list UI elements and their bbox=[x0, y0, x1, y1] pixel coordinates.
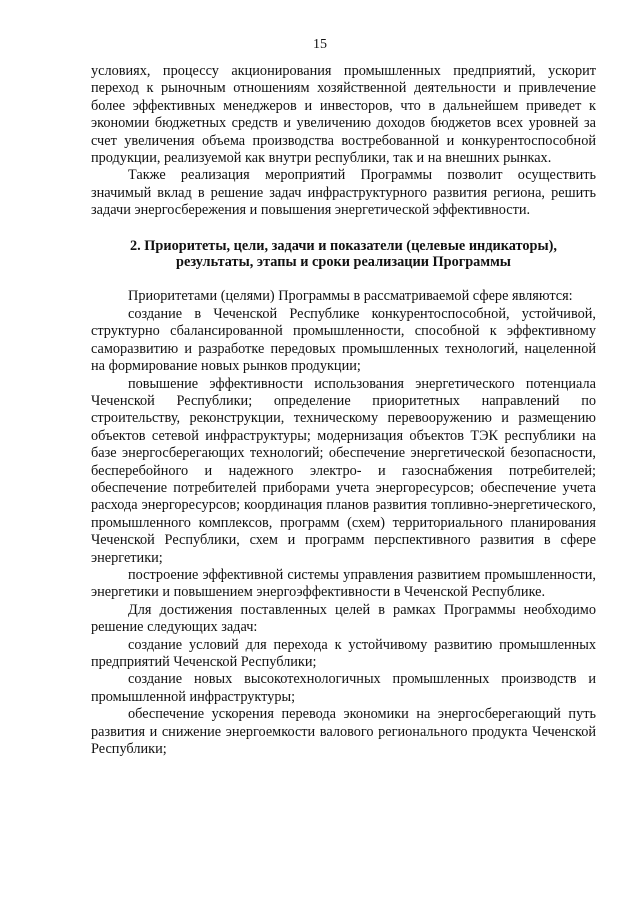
paragraph-program-impact: Также реализация мероприятий Программы позволит осуществить значимый вклад в решение задач инфраструктурного развития региона, решить задачи энергосбережения и повышения энергетической эффективности. bbox=[91, 167, 596, 219]
task-item-2: создание новых высокотехнологичных промышленных производств и промышленной инфраструктуры; bbox=[91, 671, 596, 705]
document-body bbox=[91, 63, 596, 758]
section-heading-line-1: 2. Приоритеты, цели, задачи и показатели (целевые индикаторы), bbox=[130, 237, 557, 254]
section-heading bbox=[91, 238, 596, 271]
paragraph-continued: условиях, процессу акционирования промышленных предприятий, ускорит переход к рыночным отношениям хозяйственной деятельности и привлечение более эффективных менеджеров и инвесторов, что в дальнейшем приведет к экономии бюджетных средств и увеличению доходов бюджетов всех уровней за счет увеличения объема производства востребованной и конкурентоспособной продукции, реализуемой как внутри республики, так и на внешних рынках. bbox=[91, 63, 596, 167]
priority-item-3: построение эффективной системы управления развитием промышленности, энергетики и повышением энергоэффективности в Чеченской Республике. bbox=[91, 566, 596, 601]
tasks-intro: Для достижения поставленных целей в рамках Программы необходимо решение следующих задач: bbox=[91, 601, 596, 636]
task-item-1: создание условий для перехода к устойчивому развитию промышленных предприятий Чеченской Республики; bbox=[91, 636, 596, 670]
priority-item-1: создание в Чеченской Республике конкурентоспособной, устойчивой, структурно сбалансированной промышленности, способной к эффективному саморазвитию и разработке передовых промышленных технологий, нацеленной на формирование новых рынков продукции; bbox=[91, 305, 596, 375]
page-number: 15 bbox=[313, 37, 327, 52]
priorities-intro: Приоритетами (целями) Программы в рассматриваемой сфере являются: bbox=[128, 288, 573, 305]
task-item-3: обеспечение ускорения перевода экономики на энергосберегающий путь развития и снижение энергоемкости валового регионального продукта Чеченской Республики; bbox=[91, 706, 596, 758]
section-heading-line-2: результаты, этапы и сроки реализации Программы bbox=[176, 254, 511, 271]
priority-item-2: повышение эффективности использования энергетического потенциала Чеченской Республики; определение приоритетных направлений по строительству, реконструкции, техническому перевооружению и размещению объектов сетевой инфраструктуры; модернизация объектов ТЭК республики на базе энергосберегающих технологий; обеспечение энергетической безопасности, бесперебойного и надежного электро- и газоснабжения потребителей; обеспечение потребителей приборами учета энергоресурсов; обеспечение учета расхода энергоресурсов; координация планов развития топливно-энергетического, промышленного комплексов, программ (схем) территориального планирования Чеченской Республики, схем и программ перспективного развития в сфере энергетики; bbox=[91, 375, 596, 566]
